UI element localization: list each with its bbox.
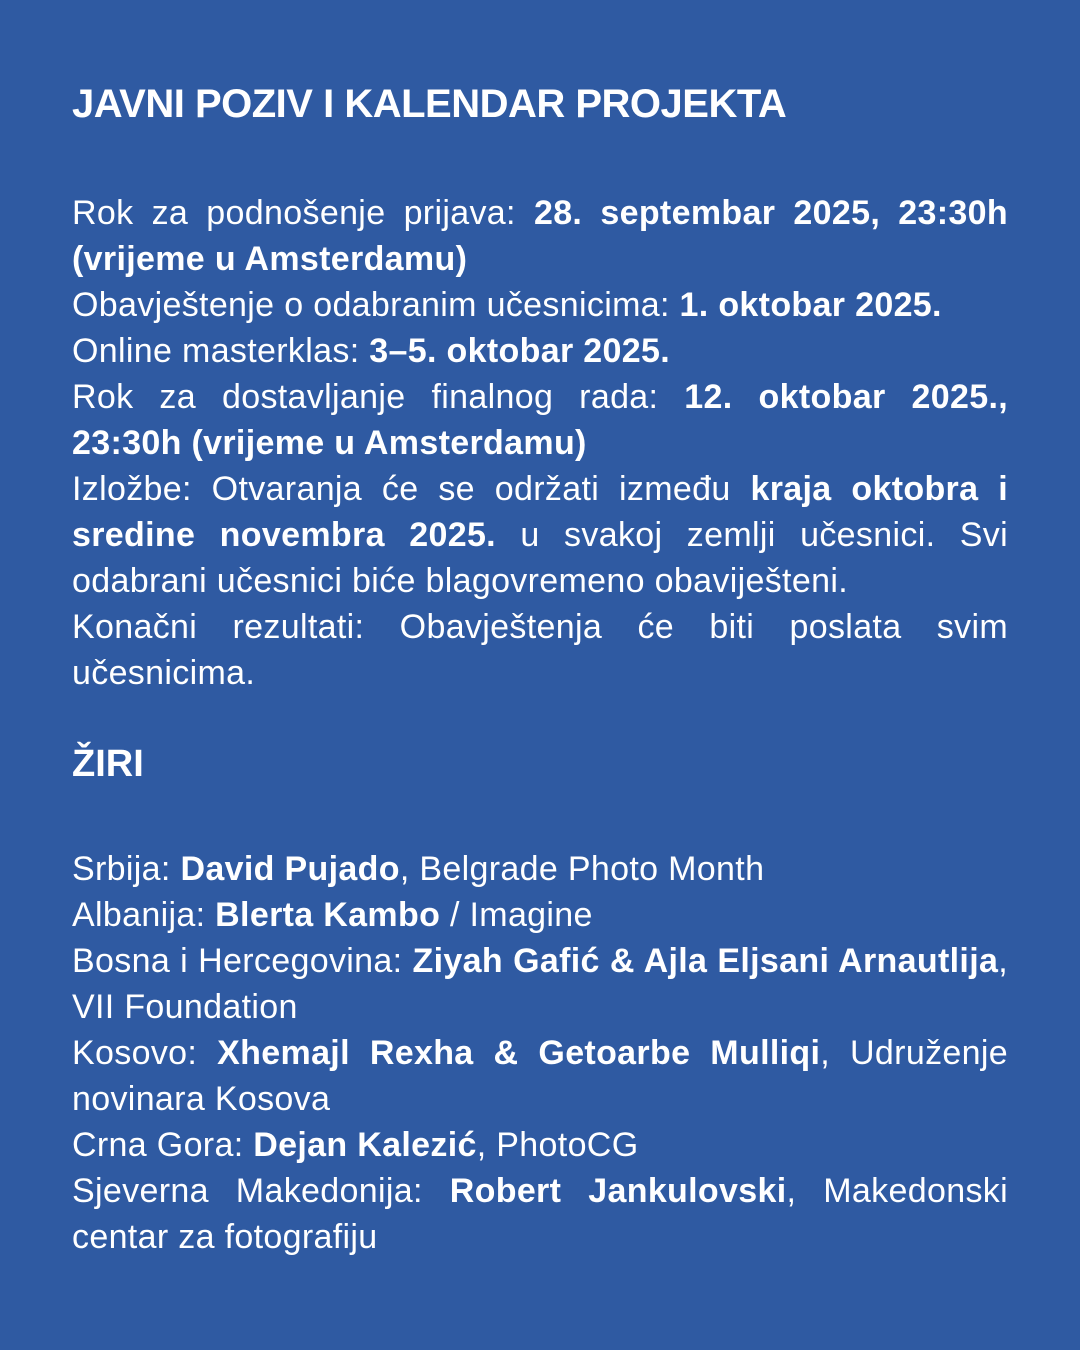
jury-member-country: Bosna i Hercegovina:	[72, 942, 413, 980]
calendar-item-text: Rok za podnošenje prijava:	[72, 194, 534, 232]
calendar-item-text: Rok za dostavljanje finalnog rada:	[72, 378, 685, 416]
calendar-item-highlight: kraja oktobra i sredine novembra 2025.	[72, 470, 1008, 554]
calendar-item	[72, 328, 1008, 374]
calendar-item-highlight: 3–5. oktobar 2025.	[369, 332, 671, 370]
jury-member-country: Crna Gora:	[72, 1126, 254, 1164]
jury-member-name: Xhemajl Rexha & Getoarbe Mulliqi	[217, 1034, 821, 1072]
calendar-item	[72, 604, 1008, 696]
calendar-section	[72, 0, 1008, 696]
jury-member-name: David Pujado	[180, 850, 400, 888]
calendar-item	[72, 466, 1008, 604]
jury-member	[72, 1168, 1008, 1260]
calendar-item-text: Izložbe: Otvaranja će se održati između	[72, 470, 751, 508]
jury-member-country: Kosovo:	[72, 1034, 218, 1072]
jury-member-name: Robert Jankulovski	[449, 1172, 787, 1210]
jury-member-name: Ziyah Gafić & Ajla Eljsani Arnautlija	[412, 942, 999, 980]
calendar-item-highlight: 12. oktobar 2025., 23:30h (vrijeme u Amsterdamu)	[72, 378, 1008, 462]
jury-section	[72, 742, 1008, 1260]
jury-member-name: Dejan Kalezić	[253, 1126, 477, 1164]
jury-member-name: Blerta Kambo	[215, 896, 441, 934]
jury-member-affiliation: / Imagine	[440, 896, 593, 934]
jury-member-country: Albanija:	[72, 896, 216, 934]
jury-section-title: ŽIRI	[72, 743, 144, 785]
calendar-item	[72, 282, 1008, 328]
jury-member	[72, 938, 1008, 1030]
jury-member	[72, 892, 1008, 938]
calendar-item	[72, 190, 1008, 282]
jury-member	[72, 1122, 1008, 1168]
calendar-item-highlight: 28. septembar 2025, 23:30h (vrijeme u Amsterdamu)	[72, 194, 1008, 278]
jury-member	[72, 846, 1008, 892]
jury-member-affiliation: , VII Foundation	[72, 942, 1008, 1026]
jury-member-country: Sjeverna Makedonija:	[72, 1172, 450, 1210]
calendar-item	[72, 374, 1008, 466]
jury-member	[72, 1030, 1008, 1122]
calendar-section-title: JAVNI POZIV I KALENDAR PROJEKTA	[72, 82, 787, 126]
calendar-item-text: u svakoj zemlji učesnici. Svi odabrani učesnici biće blagovremeno obaviješteni.	[72, 516, 1008, 600]
calendar-item-highlight: 1. oktobar 2025.	[679, 286, 942, 324]
jury-member-affiliation: , PhotoCG	[476, 1126, 639, 1164]
jury-member-affiliation: , Belgrade Photo Month	[399, 850, 765, 888]
calendar-item-text: Obavještenje o odabranim učesnicima:	[72, 286, 680, 324]
calendar-item-text: Konačni rezultati: Obavještenja će biti poslata svim učesnicima.	[72, 608, 1008, 692]
calendar-items	[72, 190, 1008, 696]
jury-members	[72, 846, 1008, 1260]
jury-member-affiliation: , Udruženje novinara Kosova	[72, 1034, 1008, 1118]
calendar-item-text: Online masterklas:	[72, 332, 370, 370]
jury-member-country: Srbija:	[72, 850, 181, 888]
jury-member-affiliation: , Makedonski centar za fotografiju	[72, 1172, 1008, 1256]
